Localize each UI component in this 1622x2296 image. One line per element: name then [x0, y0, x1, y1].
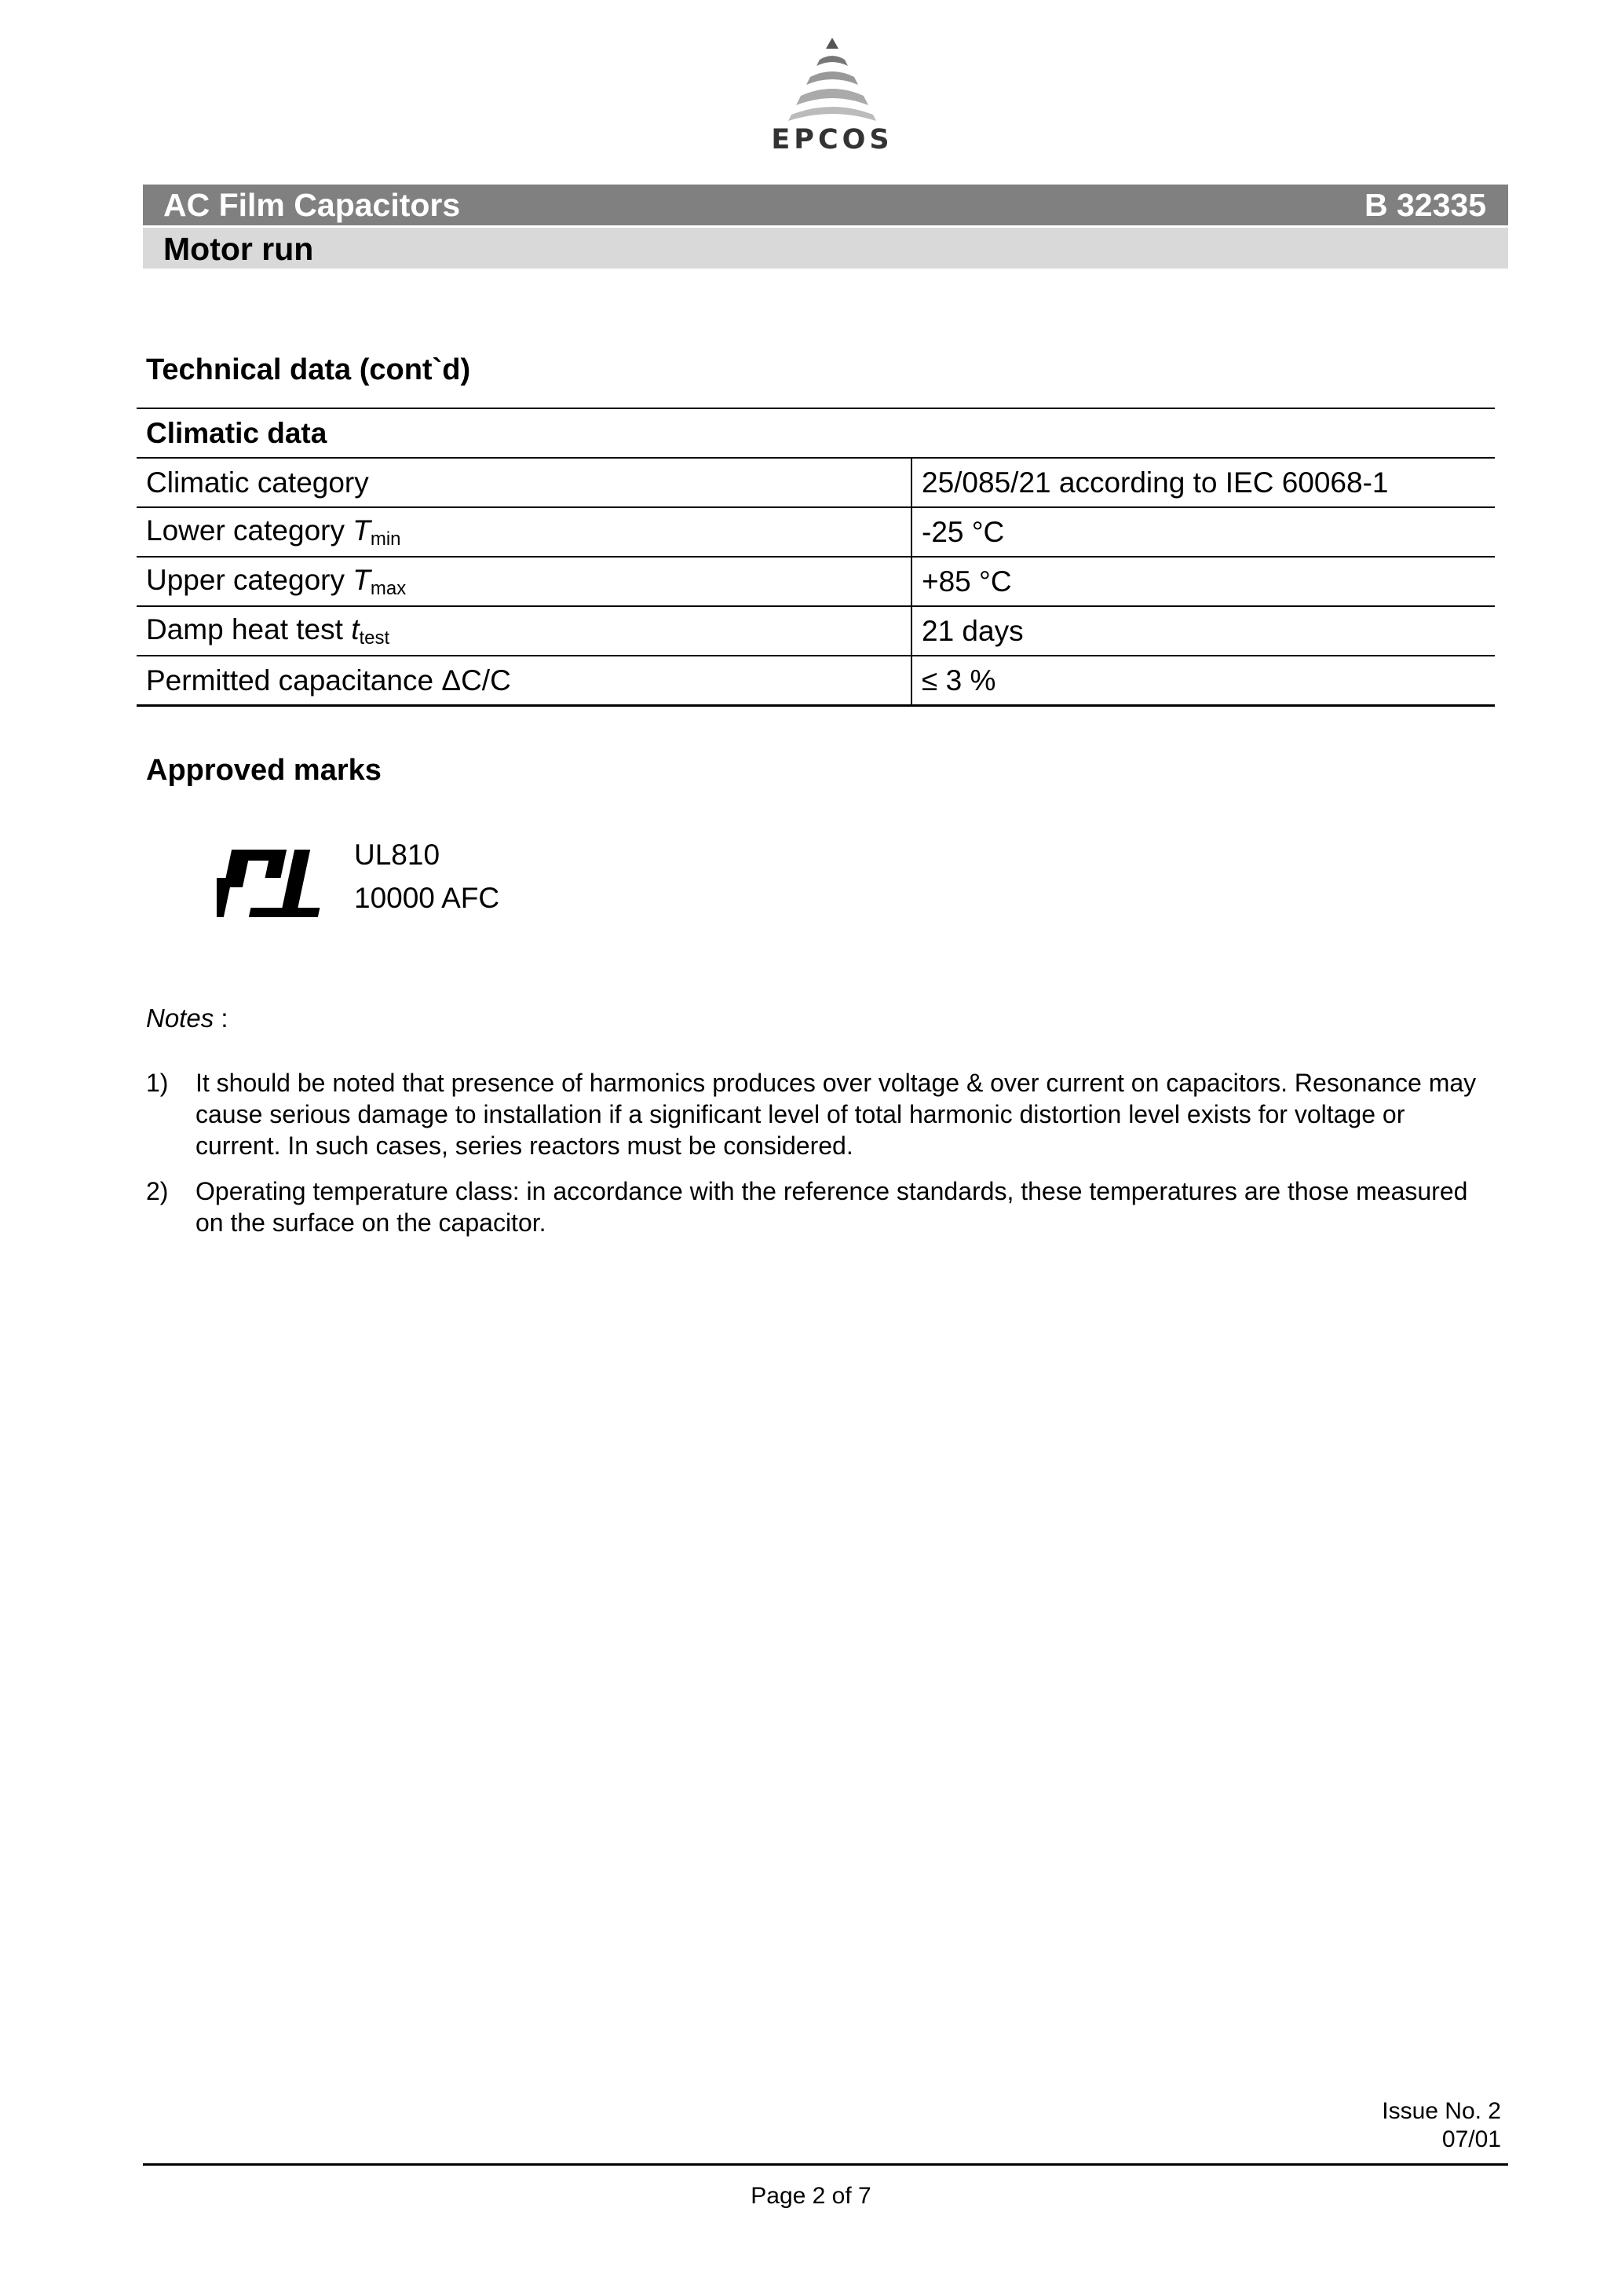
table-row [137, 557, 1495, 606]
table-heading: Climatic data [137, 408, 1495, 458]
issue-date: 07/01 [1441, 2126, 1501, 2152]
note-number: 1) [146, 1069, 169, 1097]
epcos-logo-icon [754, 31, 911, 124]
part-number: B 32335 [1364, 187, 1486, 223]
note-number: 2) [146, 1177, 169, 1205]
climatic-data-table [137, 408, 1495, 707]
approved-marks-heading: Approved marks [146, 754, 382, 787]
row-label: Climatic category [137, 458, 911, 507]
subtitle-bar [143, 228, 1508, 269]
technical-heading: Technical data (cont`d) [146, 353, 471, 386]
note-item [146, 1175, 1496, 1246]
page-number: Page 2 of 7 [751, 2183, 871, 2209]
mark-file-number: 10000 AFC [354, 882, 500, 914]
footer-divider [143, 2163, 1508, 2166]
notes-label: Notes : [146, 1004, 228, 1033]
row-value: 25/085/21 according to IEC 60068-1 [911, 458, 1495, 507]
ul-recognized-mark-icon [217, 846, 336, 920]
table-row [137, 656, 1495, 706]
epcos-logo [754, 31, 911, 165]
mark-standard: UL810 [354, 839, 440, 871]
row-value: ≤ 3 % [911, 656, 1495, 706]
logo-wordmark: EPCOS [771, 124, 893, 155]
note-text: It should be noted that presence of harmonics produces over voltage & over current on capacitors. Resonance may cause serious damage to installation if a significant level of total harmonic distortion level exists for voltage or current. In such cases, series reactors must be considered. [195, 1069, 1477, 1160]
document-title: AC Film Capacitors [163, 187, 461, 223]
row-label: Upper category $T_{max}$ [137, 557, 911, 606]
note-text: Operating temperature class: in accordance with the reference standards, these temperatures are those measured on the surface on the capacitor. [195, 1177, 1468, 1237]
issue-number: Issue No. 2 [1382, 2098, 1501, 2124]
row-label: Damp heat test $t_{test}$ [137, 606, 911, 656]
row-label: Lower category $T_{min}$ [137, 507, 911, 557]
document-subtitle: Motor run [163, 231, 314, 267]
table-header-row [137, 408, 1495, 458]
row-value: 21 days [911, 606, 1495, 656]
table-row [137, 606, 1495, 656]
row-label: Permitted capacitance ΔC/C [137, 656, 911, 706]
title-bar [143, 185, 1508, 225]
row-value: +85 °C [911, 557, 1495, 606]
table-row [137, 458, 1495, 507]
row-value: -25 °C [911, 507, 1495, 557]
table-row [137, 507, 1495, 557]
note-item [146, 1067, 1496, 1169]
